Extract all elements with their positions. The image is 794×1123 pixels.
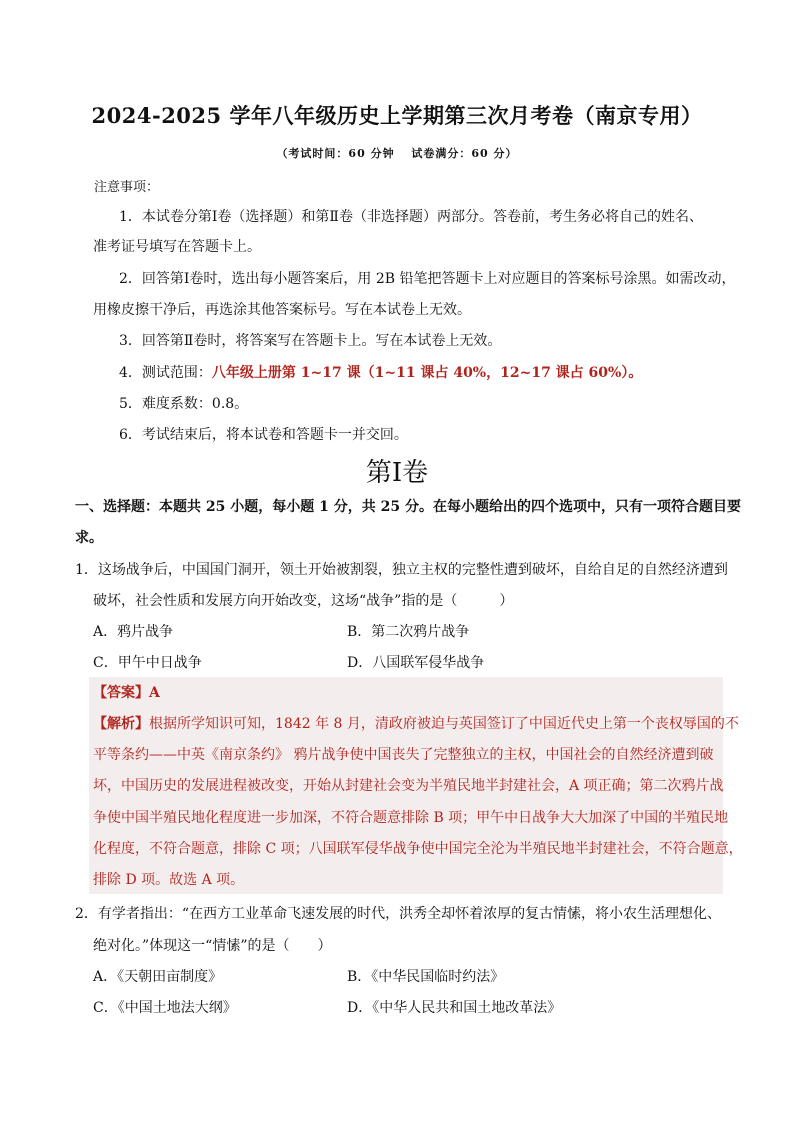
question-1-answer: 【答案】A <box>93 685 160 701</box>
volume-title: 第Ⅰ卷 <box>365 458 429 488</box>
question-1-analysis-line: 争使中国半殖民地化程度进一步加深，不符合题意排除 B 项；甲午中日战争大大加深了中国的半殖民地 <box>93 810 729 826</box>
question-1-analysis-line: 平等条约——中英《南京条约》 鸦片战争使中国丧失了完整独立的主权，中国社会的自然经济遭到破 <box>93 747 714 763</box>
note-1-line-2: 准考证号填写在答题卡上。 <box>93 239 261 255</box>
analysis-text: 根据所学知识可知，1842 年 8 月，清政府被迫与英国签订了中国近代史上第一个丧权辱国的不 <box>149 716 739 732</box>
note-4-scope: 八年级上册第 1~17 课（1~11 课占 40%，12~17 课占 60%）。 <box>211 365 643 381</box>
note-6: 6．考试结束后，将本试卷和答题卡一并交回。 <box>119 427 408 443</box>
section-1-instructions: 一、选择题：本题共 25 小题，每小题 1 分，共 25 分。在每小题给出的四个选项中，只有一项符合题目要 <box>75 499 741 515</box>
note-2-line-2: 用橡皮擦干净后，再选涂其他答案标号。写在本试卷上无效。 <box>93 302 471 318</box>
question-2-option-a: A．《天朝田亩制度》 <box>93 969 223 985</box>
question-1-stem-cont: 破坏，社会性质和发展方向开始改变，这场“战争”指的是（ ） <box>93 593 514 609</box>
analysis-label: 【解析】 <box>93 716 149 732</box>
question-1-option-d: D．八国联军侵华战争 <box>347 655 485 671</box>
note-5: 5．难度系数：0.8。 <box>119 396 249 412</box>
exam-title: 2024-2025 学年八年级历史上学期第三次月考卷（南京专用） <box>91 103 703 128</box>
note-4-prefix: 4．测试范围： <box>119 365 212 381</box>
question-1-analysis-line: 化程度，不符合题意，排除 C 项；八国联军侵华战争使中国完全沦为半殖民地半封建社会，不符合题意， <box>93 841 743 857</box>
question-1-analysis-line: 排除 D 项。故选 A 项。 <box>93 872 245 888</box>
question-1-analysis-line: 坏，中国历史的发展进程被改变，开始从封建社会变为半殖民地半封建社会，A 项正确；第二次鸦片战 <box>93 778 724 794</box>
note-4 <box>119 362 642 382</box>
note-1-line-1: 1．本试卷分第Ⅰ卷（选择题）和第Ⅱ卷（非选择题）两部分。答卷前，考生务必将自己的姓名、 <box>119 209 703 225</box>
question-1-option-a: A．鸦片战争 <box>93 624 174 640</box>
notes-heading: 注意事项： <box>94 180 160 195</box>
section-1-instructions-end: 求。 <box>75 530 103 546</box>
question-2-stem-cont: 绝对化。”体现这一“情愫”的是（ ） <box>93 938 332 954</box>
note-2-line-1: 2．回答第Ⅰ卷时，选出每小题答案后，用 2B 铅笔把答题卡上对应题目的答案标号涂黑。如需改动， <box>119 271 736 287</box>
question-1-stem: 1．这场战争后，中国国门洞开，领土开始被割裂，独立主权的完整性遭到破坏，自给自足的自然经济遭到 <box>75 562 728 578</box>
question-2-option-b: B．《中华民国临时约法》 <box>347 969 505 985</box>
question-1-analysis-line <box>93 713 739 733</box>
question-2-stem: 2．有学者指出：“在西方工业革命飞速发展的时代，洪秀全却怀着浓厚的复古情愫，将小农生活理想化、 <box>75 906 722 922</box>
question-2-option-d: D．《中华人民共和国土地改革法》 <box>347 1000 562 1016</box>
question-1-option-b: B．第二次鸦片战争 <box>347 624 470 640</box>
note-3: 3．回答第Ⅱ卷时，将答案写在答题卡上。写在本试卷上无效。 <box>119 333 502 349</box>
question-1-option-c: C．甲午中日战争 <box>93 655 202 671</box>
question-2-option-c: C．《中国土地法大纲》 <box>93 1000 237 1016</box>
exam-subtitle: （考试时间：60 分钟 试卷满分：60 分） <box>276 147 518 160</box>
